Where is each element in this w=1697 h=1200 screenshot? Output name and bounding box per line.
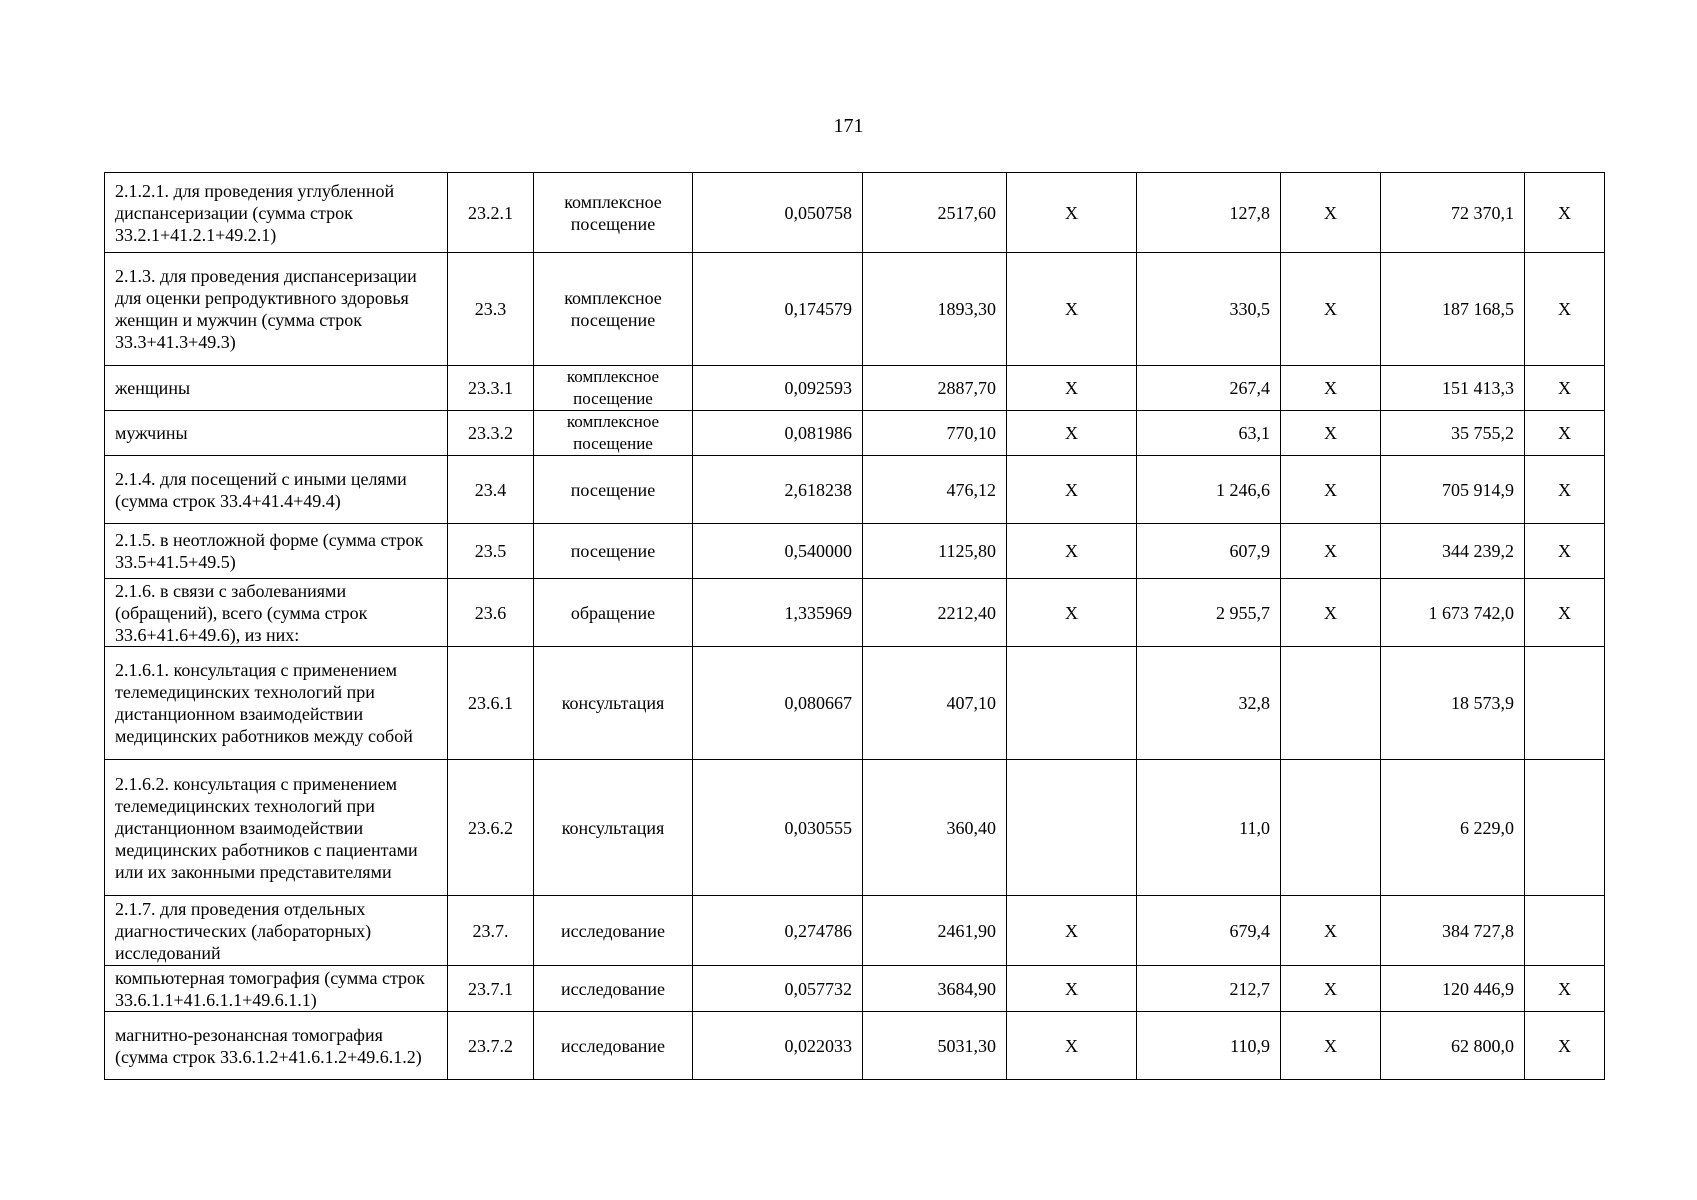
row-name: магнитно-резонансная томография (сумма строк 33.6.1.2+41.6.1.2+49.6.1.2) [105,1012,448,1080]
table-row [105,579,1605,647]
row-normative: 0,030555 [693,760,863,896]
row-normative: 0,174579 [693,253,863,366]
row-total: 705 914,9 [1381,456,1525,524]
row-x-mark-1: X [1007,579,1137,647]
row-x-mark-1 [1007,760,1137,896]
row-x-mark-1: X [1007,253,1137,366]
table-row [105,1012,1605,1080]
row-x-mark-3: X [1525,253,1605,366]
page-number: 171 [833,115,864,137]
row-per-capita: 63,1 [1137,411,1281,456]
row-normative: 1,335969 [693,579,863,647]
row-total: 1 673 742,0 [1381,579,1525,647]
table-row [105,760,1605,896]
row-x-mark-2 [1281,760,1381,896]
row-normative: 2,618238 [693,456,863,524]
row-code: 23.6 [448,579,534,647]
row-cost: 5031,30 [863,1012,1007,1080]
normatives-table [104,172,1605,1080]
row-name: компьютерная томография (сумма строк 33.6.1.1+41.6.1.1+49.6.1.1) [105,966,448,1012]
row-x-mark-2: X [1281,524,1381,579]
row-per-capita: 330,5 [1137,253,1281,366]
row-x-mark-2: X [1281,579,1381,647]
row-x-mark-3: X [1525,456,1605,524]
row-code: 23.6.1 [448,647,534,760]
row-unit: консультация [534,647,693,760]
row-code: 23.2.1 [448,173,534,253]
row-x-mark-3 [1525,896,1605,966]
row-per-capita: 127,8 [1137,173,1281,253]
table-row [105,366,1605,411]
row-name: 2.1.4. для посещений с иными целями (сумма строк 33.4+41.4+49.4) [105,456,448,524]
row-unit: обращение [534,579,693,647]
row-total: 187 168,5 [1381,253,1525,366]
row-normative: 0,022033 [693,1012,863,1080]
row-unit: комплексное посещение [534,366,693,411]
row-cost: 2212,40 [863,579,1007,647]
row-x-mark-3: X [1525,173,1605,253]
row-x-mark-3: X [1525,524,1605,579]
row-name: женщины [105,366,448,411]
row-x-mark-1 [1007,647,1137,760]
row-x-mark-3 [1525,760,1605,896]
row-cost: 407,10 [863,647,1007,760]
row-total: 151 413,3 [1381,366,1525,411]
row-name: 2.1.5. в неотложной форме (сумма строк 33.5+41.5+49.5) [105,524,448,579]
row-cost: 770,10 [863,411,1007,456]
table-row [105,647,1605,760]
row-name: 2.1.6. в связи с заболеваниями (обращений), всего (сумма строк 33.6+41.6+49.6), из них: [105,579,448,647]
row-total: 384 727,8 [1381,896,1525,966]
row-per-capita: 110,9 [1137,1012,1281,1080]
row-x-mark-1: X [1007,524,1137,579]
row-cost: 476,12 [863,456,1007,524]
row-x-mark-1: X [1007,366,1137,411]
row-per-capita: 212,7 [1137,966,1281,1012]
row-total: 344 239,2 [1381,524,1525,579]
row-x-mark-1: X [1007,1012,1137,1080]
row-x-mark-2: X [1281,366,1381,411]
row-total: 62 800,0 [1381,1012,1525,1080]
row-x-mark-2: X [1281,456,1381,524]
row-x-mark-3: X [1525,966,1605,1012]
row-name: мужчины [105,411,448,456]
row-total: 35 755,2 [1381,411,1525,456]
row-cost: 360,40 [863,760,1007,896]
row-normative: 0,057732 [693,966,863,1012]
row-code: 23.3.1 [448,366,534,411]
row-x-mark-2 [1281,647,1381,760]
row-total: 72 370,1 [1381,173,1525,253]
row-unit: комплексное посещение [534,253,693,366]
row-x-mark-1: X [1007,966,1137,1012]
row-code: 23.7.1 [448,966,534,1012]
row-x-mark-2: X [1281,411,1381,456]
row-cost: 1125,80 [863,524,1007,579]
row-name: 2.1.7. для проведения отдельных диагностических (лабораторных) исследований [105,896,448,966]
row-x-mark-1: X [1007,896,1137,966]
table-row [105,456,1605,524]
row-name: 2.1.2.1. для проведения углубленной диспансеризации (сумма строк 33.2.1+41.2.1+49.2.1) [105,173,448,253]
row-total: 120 446,9 [1381,966,1525,1012]
row-normative: 0,092593 [693,366,863,411]
row-normative: 0,274786 [693,896,863,966]
row-cost: 1893,30 [863,253,1007,366]
row-x-mark-3: X [1525,411,1605,456]
row-cost: 2461,90 [863,896,1007,966]
row-total: 6 229,0 [1381,760,1525,896]
row-code: 23.3 [448,253,534,366]
row-per-capita: 607,9 [1137,524,1281,579]
row-per-capita: 11,0 [1137,760,1281,896]
row-code: 23.7. [448,896,534,966]
row-per-capita: 1 246,6 [1137,456,1281,524]
table-row [105,411,1605,456]
table-row [105,173,1605,253]
row-per-capita: 2 955,7 [1137,579,1281,647]
row-x-mark-1: X [1007,173,1137,253]
table-row [105,253,1605,366]
row-code: 23.6.2 [448,760,534,896]
row-cost: 2887,70 [863,366,1007,411]
row-unit: консультация [534,760,693,896]
row-cost: 3684,90 [863,966,1007,1012]
row-cost: 2517,60 [863,173,1007,253]
row-unit: исследование [534,1012,693,1080]
table-row [105,896,1605,966]
row-x-mark-2: X [1281,896,1381,966]
row-normative: 0,081986 [693,411,863,456]
row-per-capita: 32,8 [1137,647,1281,760]
row-name: 2.1.6.1. консультация с применением телемедицинских технологий при дистанционном взаимодействии медицинских работников между собой [105,647,448,760]
row-code: 23.4 [448,456,534,524]
row-x-mark-1: X [1007,411,1137,456]
row-x-mark-3 [1525,647,1605,760]
row-name: 2.1.6.2. консультация с применением телемедицинских технологий при дистанционном взаимодействии медицинских работников с пациентами или их законными представителями [105,760,448,896]
row-per-capita: 267,4 [1137,366,1281,411]
row-unit: посещение [534,456,693,524]
row-x-mark-1: X [1007,456,1137,524]
row-x-mark-3: X [1525,366,1605,411]
row-unit: комплексное посещение [534,173,693,253]
row-x-mark-3: X [1525,579,1605,647]
row-name: 2.1.3. для проведения диспансеризации для оценки репродуктивного здоровья женщин и мужчин (сумма строк 33.3+41.3+49.3) [105,253,448,366]
row-unit: исследование [534,966,693,1012]
row-unit: комплексное посещение [534,411,693,456]
row-unit: исследование [534,896,693,966]
table-row [105,966,1605,1012]
row-x-mark-2: X [1281,253,1381,366]
row-normative: 0,080667 [693,647,863,760]
row-x-mark-2: X [1281,966,1381,1012]
row-normative: 0,540000 [693,524,863,579]
row-code: 23.5 [448,524,534,579]
row-x-mark-2: X [1281,173,1381,253]
row-total: 18 573,9 [1381,647,1525,760]
row-per-capita: 679,4 [1137,896,1281,966]
table-row [105,524,1605,579]
row-normative: 0,050758 [693,173,863,253]
row-unit: посещение [534,524,693,579]
row-code: 23.3.2 [448,411,534,456]
row-x-mark-2: X [1281,1012,1381,1080]
row-code: 23.7.2 [448,1012,534,1080]
row-x-mark-3: X [1525,1012,1605,1080]
